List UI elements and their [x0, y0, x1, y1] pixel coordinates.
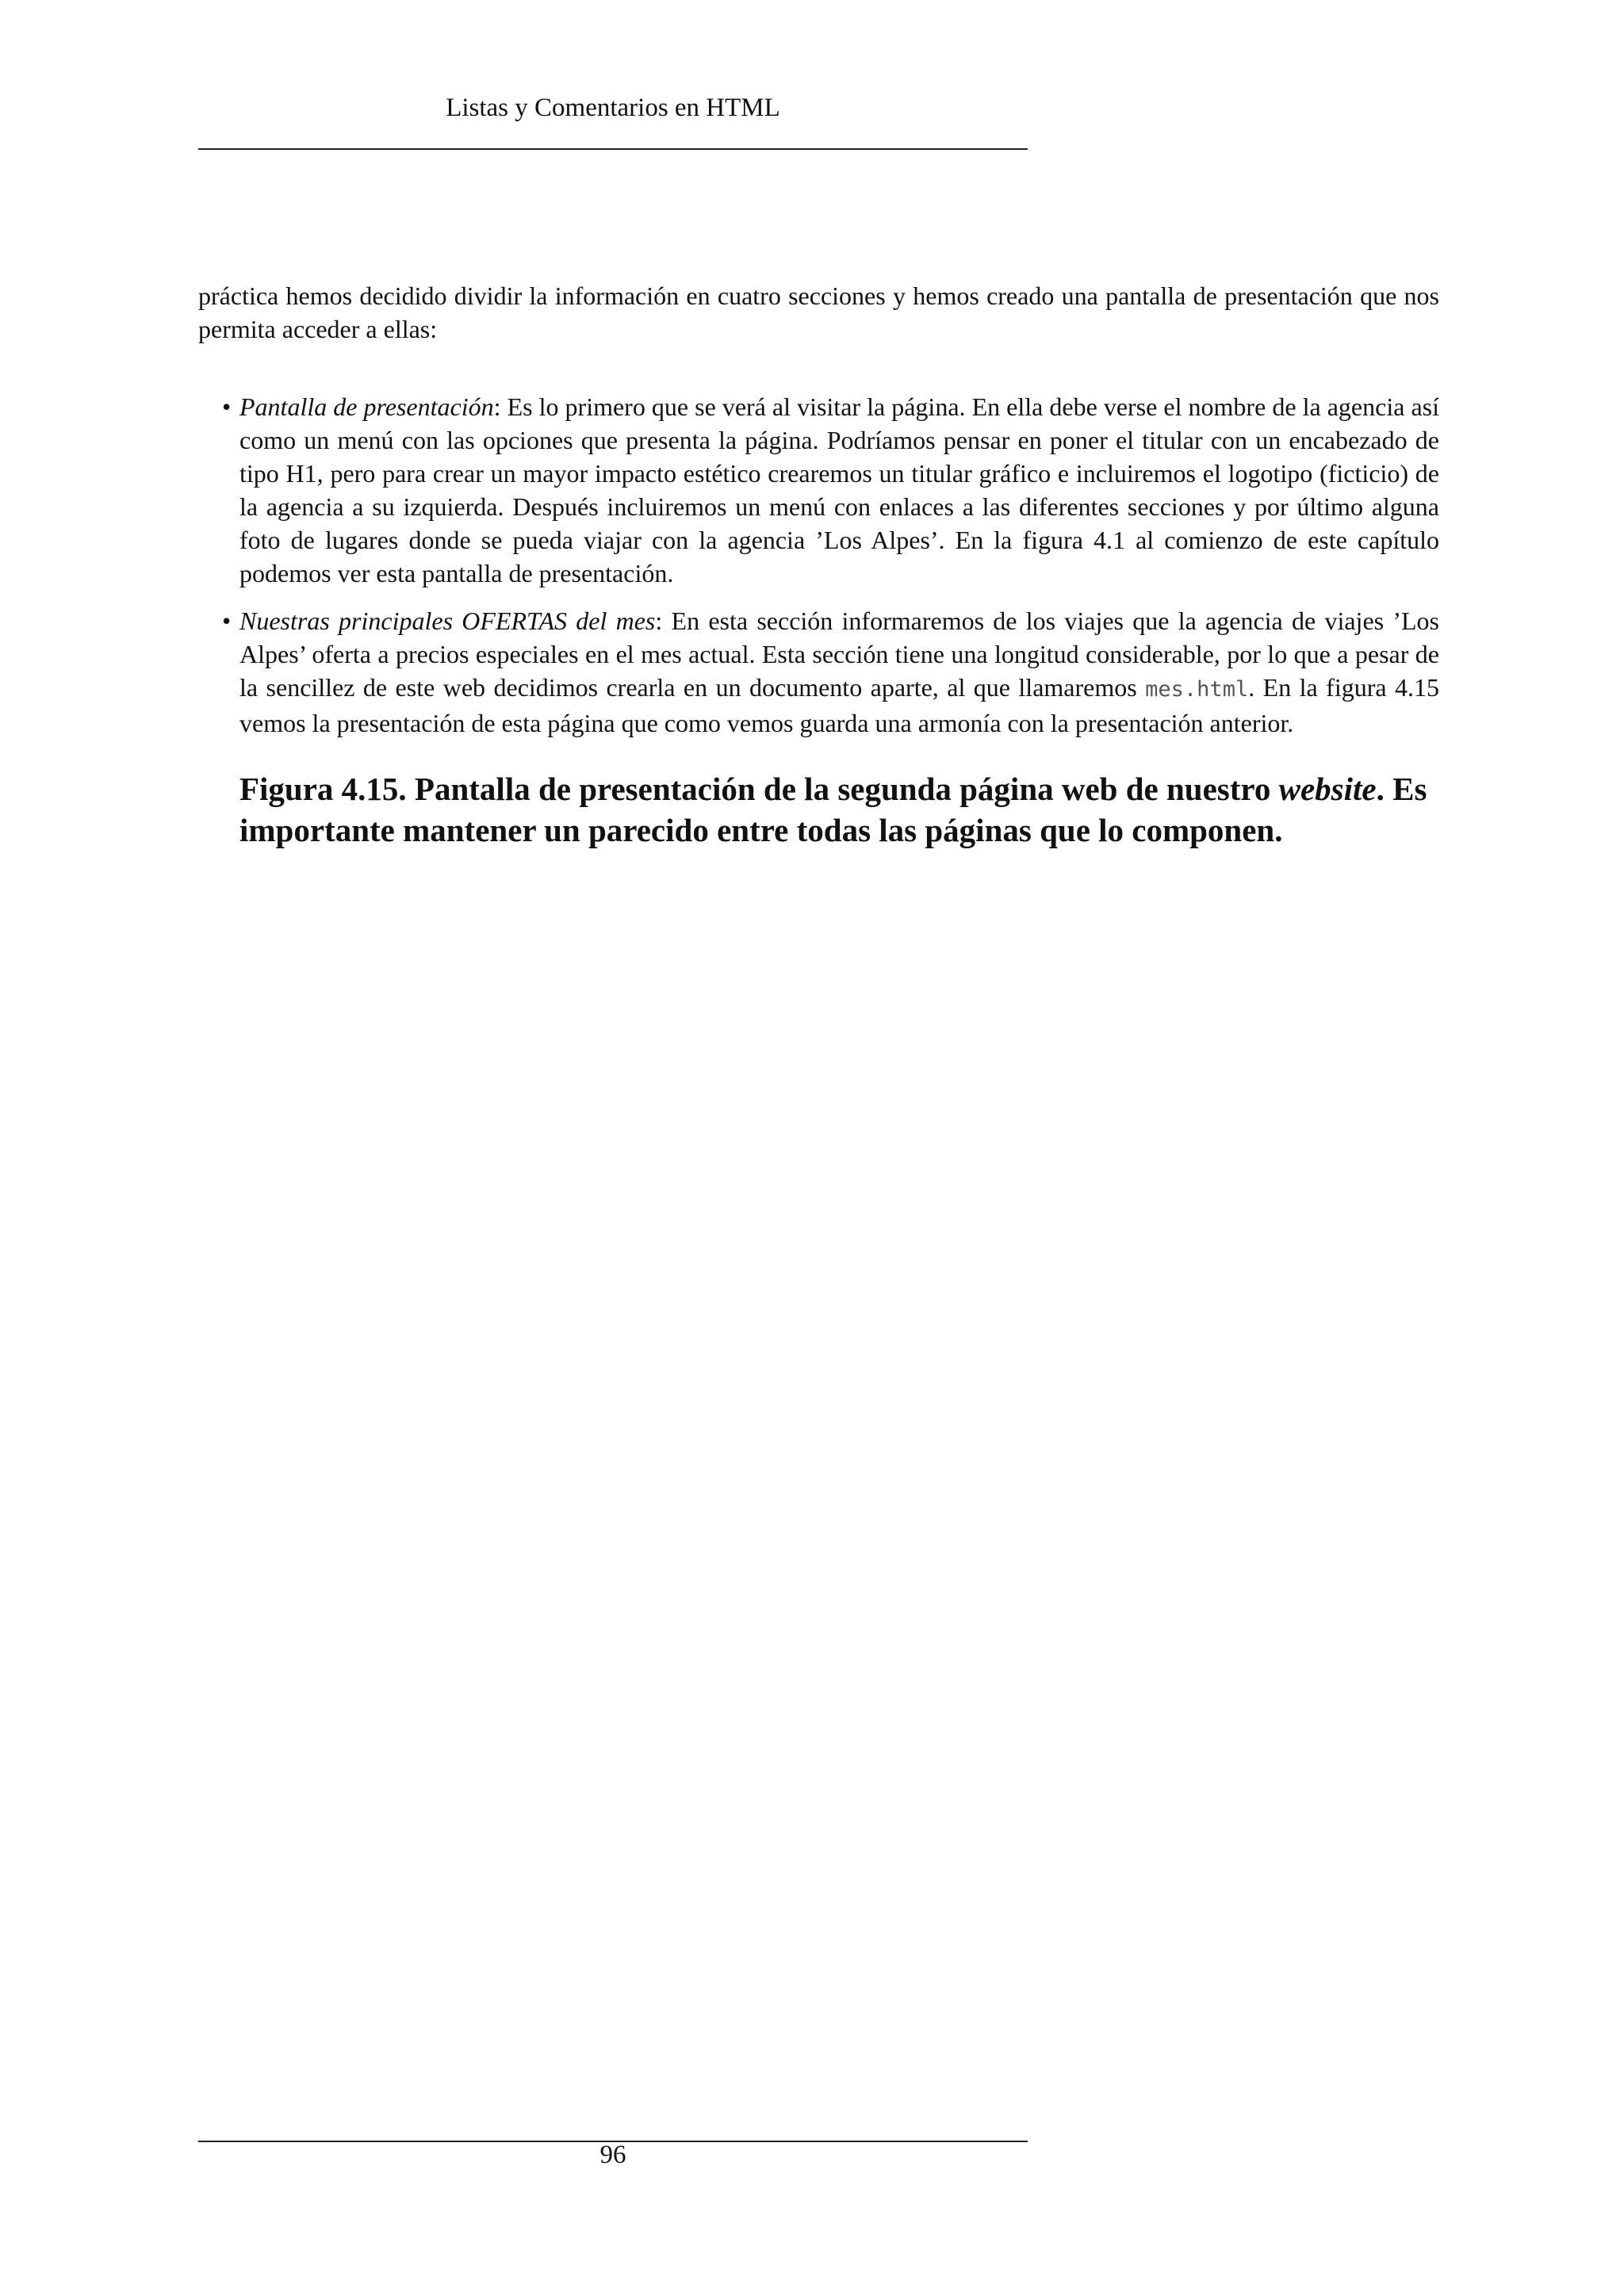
caption-emphasis: website [1278, 771, 1377, 807]
running-header: Listas y Comentarios en HTML [446, 94, 780, 122]
page-body [198, 279, 1439, 851]
inline-code-filename: mes.html [1145, 677, 1249, 702]
item-text: Es lo primero que se verá al visitar la página. En ella debe verse el nombre de la agencia así como un menú con las opciones que presenta la página. Podríamos pensar en poner el titular con un encabezado de tipo H1, pero para crear un mayor impacto estético crearemos un titular gráfico e incluiremos el logotipo (ficticio) de la agencia a su izquierda. Después incluiremos un menú con enlaces a las diferentes secciones y por último alguna foto de lugares donde se pueda viajar con la agencia ’Los Alpes’. En la figura 4.1 al comienzo de este capítulo podemos ver esta pantalla de presentación. [239, 392, 1440, 587]
page-number: 96 [599, 2141, 626, 2169]
term-colon: : [493, 392, 508, 421]
item-term: Pantalla de presentación [239, 392, 494, 421]
caption-text: Figura 4.15. Pantalla de presentación de la segunda página web de nuestro [239, 771, 1271, 807]
item-term: Nuestras principales OFERTAS del mes [239, 607, 656, 635]
section-list [198, 390, 1439, 740]
list-item [198, 390, 1439, 590]
figure-caption [239, 768, 1439, 851]
list-item [198, 604, 1439, 740]
item-text: En esta sección informaremos de los viajes que la agencia de viajes ’Los Alpes’ oferta a precios especiales en el mes actual. Esta sección tiene una longitud considerable, por lo que a pesar de la sencillez de este web decidimos crearla en un documento aparte, al que llamaremos [239, 607, 1440, 702]
intro-paragraph: práctica hemos decidido dividir la información en cuatro secciones y hemos creado una pantalla de presentación que nos permita acceder a ellas: [198, 281, 1439, 343]
bullet-icon: • [222, 392, 232, 421]
header-rule [198, 148, 1028, 150]
caption-text-end: . Es importante mantener un parecido entre todas las páginas que lo componen. [239, 771, 1427, 848]
term-colon: : [655, 607, 672, 635]
item-text-continued: . En la figura 4.15 vemos la presentación de esta página que como vemos guarda una armonía con la presentación anterior. [239, 673, 1440, 737]
bullet-icon: • [222, 607, 232, 635]
